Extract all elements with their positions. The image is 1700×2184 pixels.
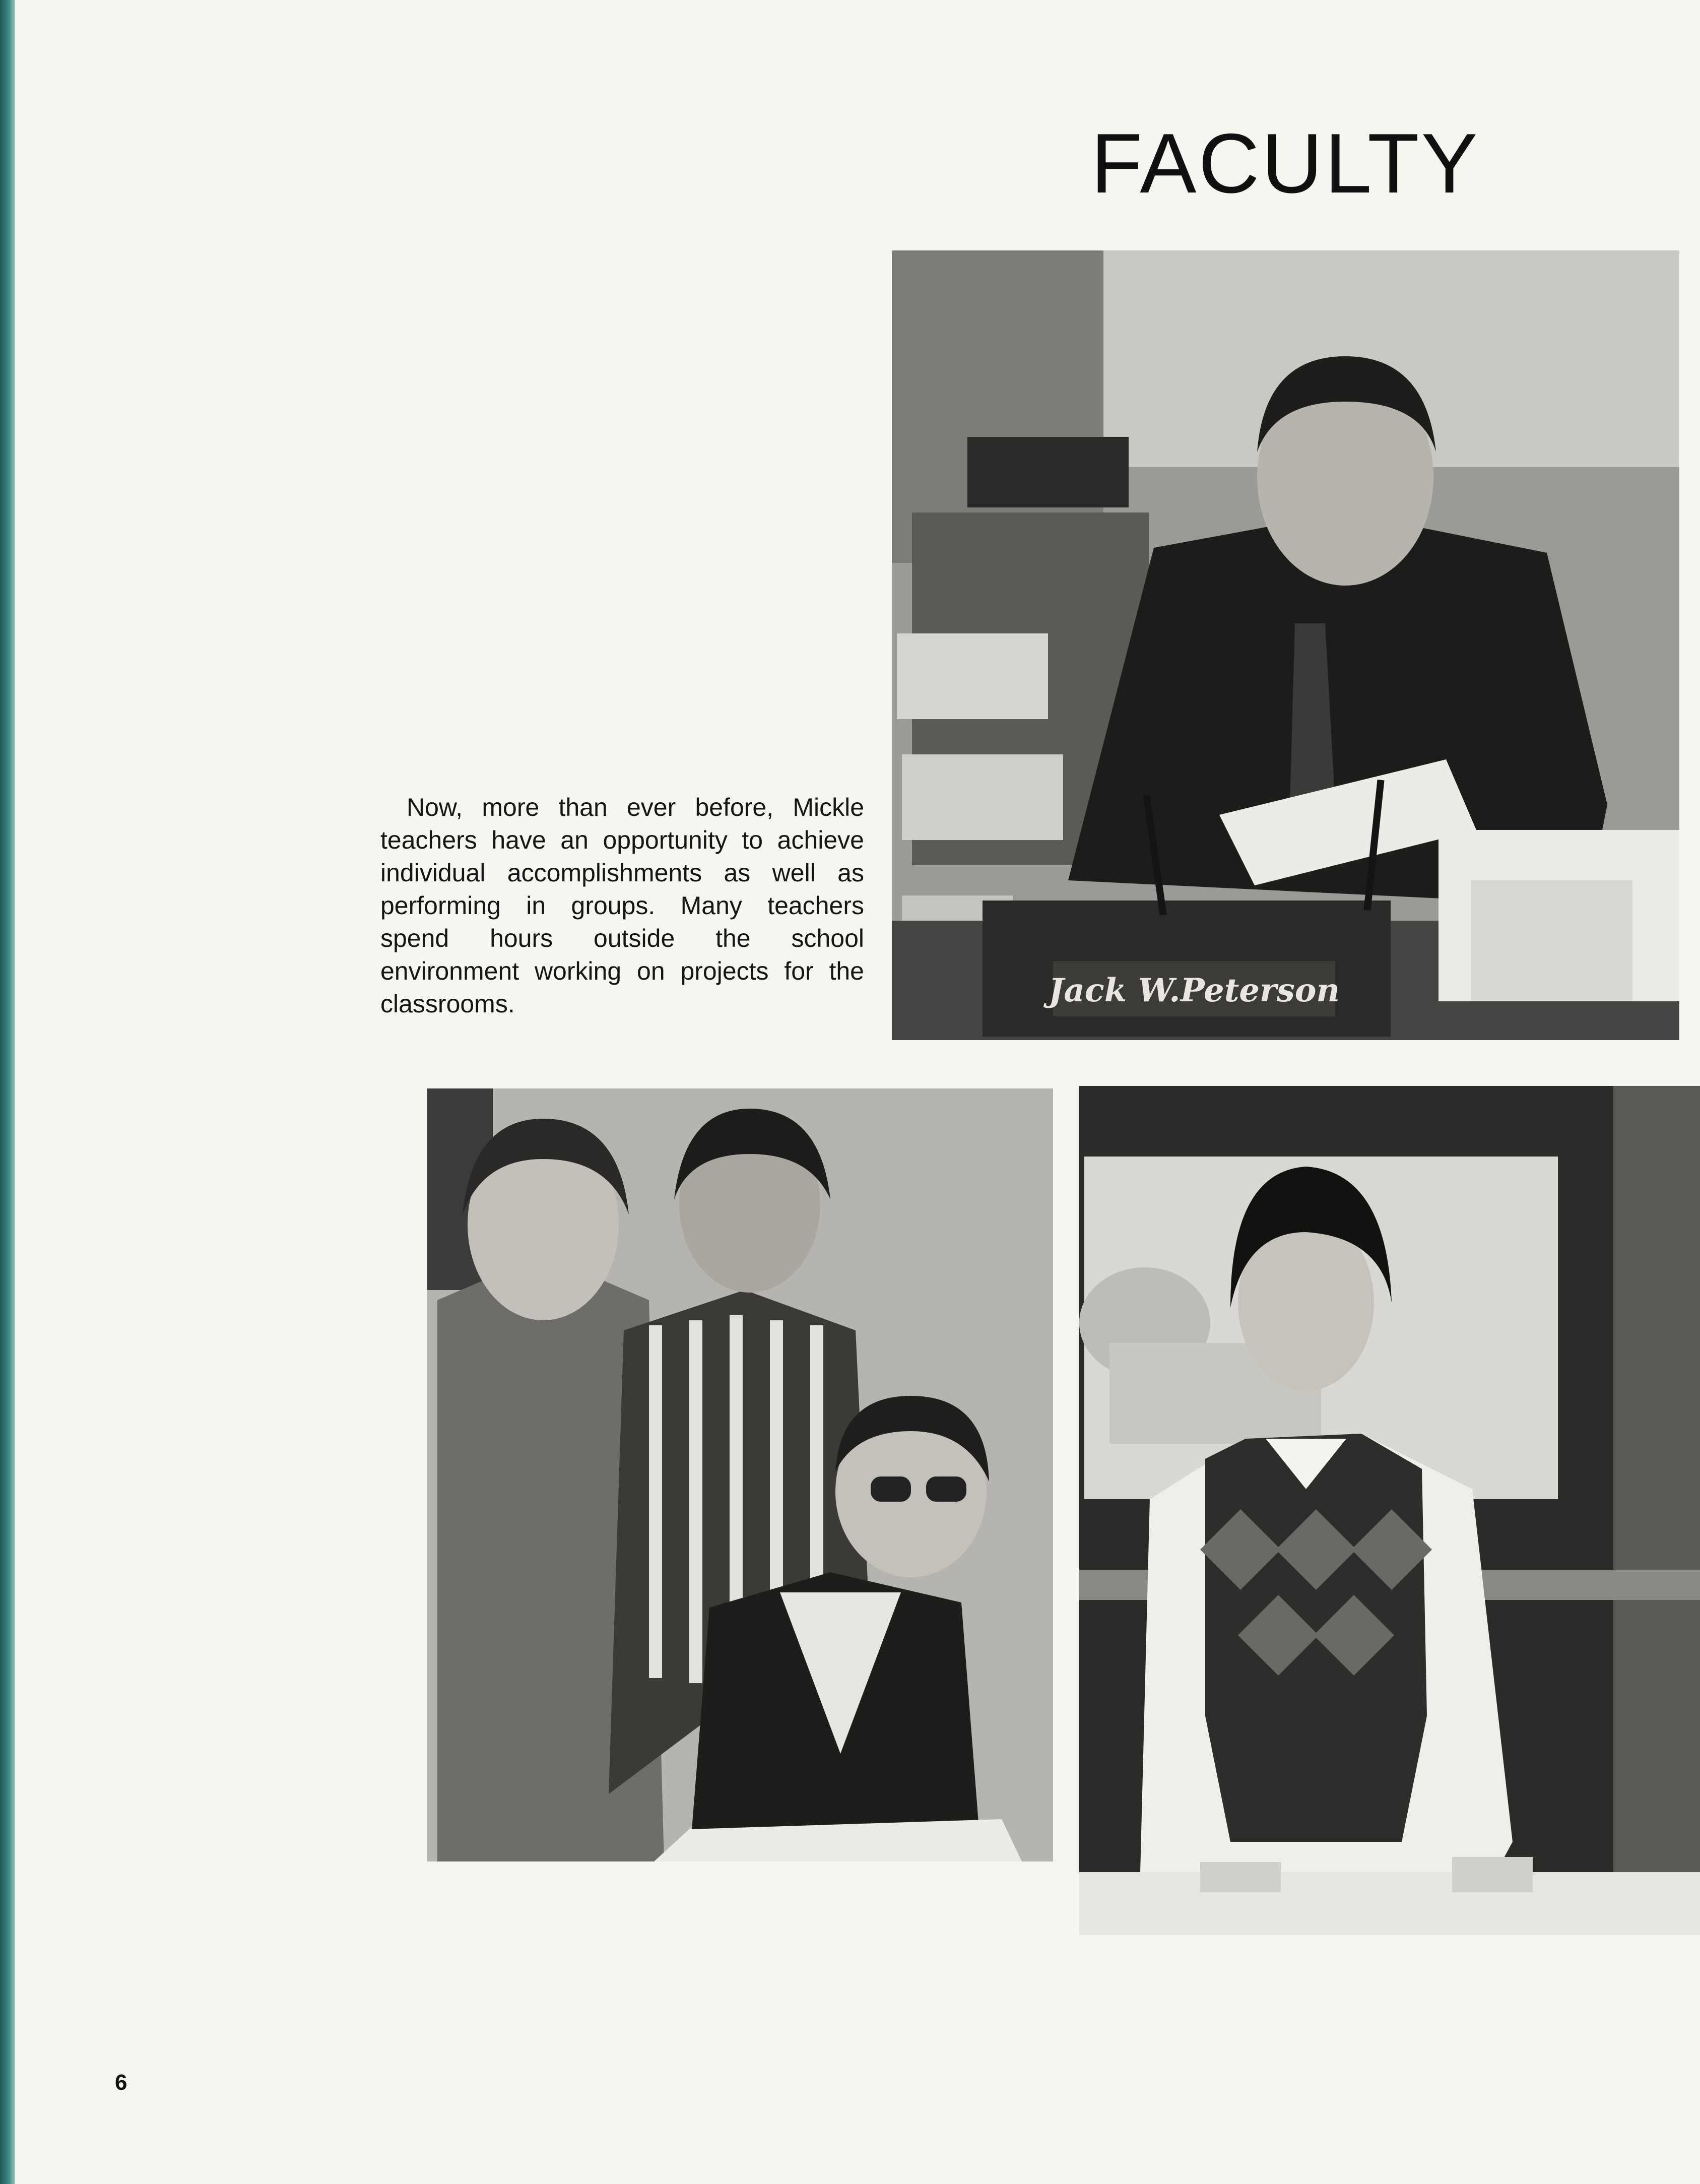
teacher-at-desk-image xyxy=(892,250,1679,1040)
page-heading: FACULTY xyxy=(1091,116,1480,211)
intro-paragraph: Now, more than ever before, Mickle teachers have an opportunity to achieve individual accomplishments as well as performing in groups. Many teachers spend hours outside the school environment working on projects for the classrooms. xyxy=(380,793,864,1018)
group-of-teachers-image xyxy=(427,1088,1053,1861)
photo-teacher-standing xyxy=(1079,1086,1700,1935)
page-number: 6 xyxy=(115,2070,127,2095)
photo-group-of-teachers xyxy=(427,1088,1053,1861)
teacher-standing-image xyxy=(1079,1086,1700,1935)
photo-teacher-at-desk xyxy=(892,250,1679,1040)
yearbook-page xyxy=(15,0,1700,2184)
nameplate-label: Jack W.Peterson xyxy=(1049,972,1340,1009)
binding-edge xyxy=(0,0,15,2184)
